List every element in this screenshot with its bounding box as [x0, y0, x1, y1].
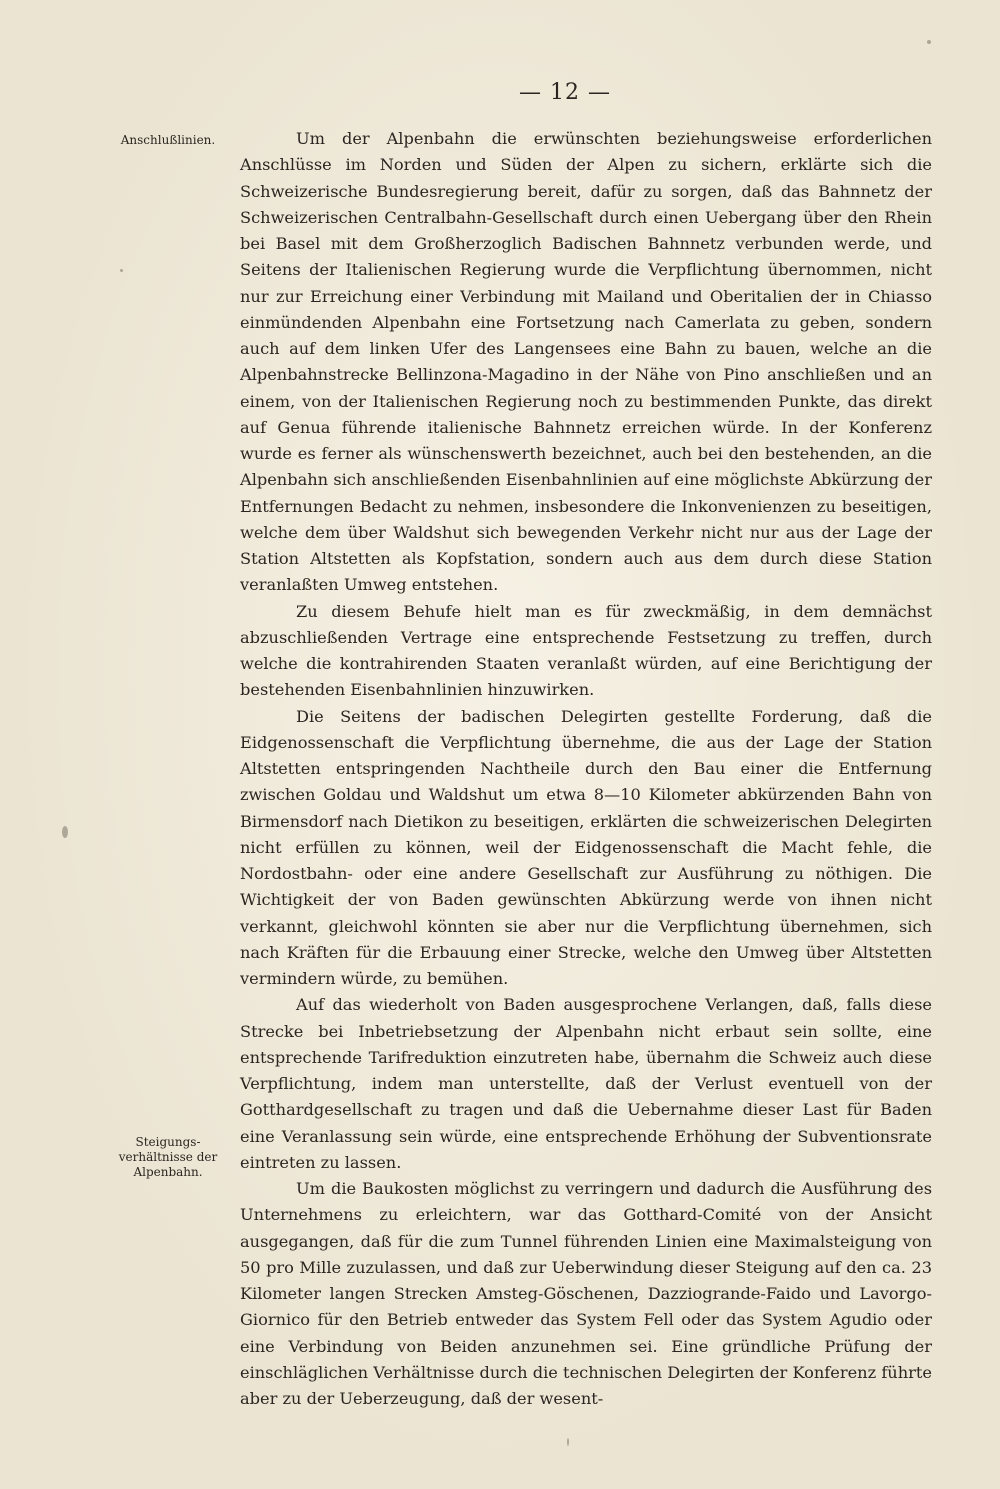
paragraph: Die Seitens der badischen Delegirten gestellte Forderung, daß die Eidgenossenschaft die Verpflichtung übernehme, die aus der Lage der Station Altstetten entspringenden Nachtheile durch den Bau einer die Entfernung zwischen Goldau und Waldshut um etwa 8—10 Kilometer abkürzenden Bahn von Birmensdorf nach Dietikon zu beseitigen, erklärten die schweizerischen Delegirten nicht erfüllen zu können, weil der Eidgenossenschaft die Macht fehle, die Nordostbahn- oder eine andere Gesellschaft zur Ausführung zu nöthigen. Die Wichtigkeit der von Baden gewünschten Abkürzung werde von ihnen nicht verkannt, gleichwohl könnten sie aber nur die Verpflichtung übernehmen, sich nach Kräften für die Erbauung einer Strecke, welche den Umweg über Altstetten vermindern würde, zu bemühen.: [240, 706, 932, 988]
paragraph: Um der Alpenbahn die erwünschten beziehungsweise erforderlichen Anschlüsse im Norden und Süden der Alpen zu sichern, erklärte sich die Schweizerische Bundesregierung bereit, dafür zu sorgen, daß das Bahnnetz der Schweizerischen Centralbahn-Gesellschaft durch einen Uebergang über den Rhein bei Basel mit dem Großherzoglich Badischen Bahnnetz verbunden werde, und Seitens der Italienischen Regierung wurde die Verpflichtung übernommen, nicht nur zur Erreichung einer Verbindung mit Mailand und Oberitalien der in Chiasso einmündenden Alpenbahn eine Fortsetzung nach Camerlata zu geben, sondern auch auf dem linken Ufer des Langensees eine Bahn zu bauen, welche an die Alpenbahnstrecke Bellinzona-Magadino in der Nähe von Pino anschließen und an einem, von der Italienischen Regierung noch zu bestimmenden Punkte, das direkt auf Genua führende italienische Bahnnetz erreichen würde. In der Konferenz wurde es ferner als wünschenswerth bezeichnet, auch bei den bestehenden, an die Alpenbahn sich anschließenden Eisenbahnlinien auf eine möglichste Abkürzung der Entfernungen Bedacht zu nehmen, insbesondere die Inkonvenienzen zu beseitigen, welche dem über Waldshut sich bewegenden Verkehr nicht nur aus der Lage der Station Altstetten als Kopfstation, sondern auch aus dem durch diese Station veranlaßten Umweg entstehen.: [240, 129, 932, 595]
paper-speck: [62, 826, 68, 838]
paper-speck: [927, 40, 931, 44]
paper-speck: [120, 269, 123, 272]
paragraph: Zu diesem Behufe hielt man es für zweckmäßig, in dem demnächst abzuschließenden Vertrage eine entsprechende Festsetzung zu treffen, durch welche die kontrahirenden Staaten veranlaßt würden, auf eine Berichtigung der bestehenden Eisenbahnlinien hinzuwirken.: [240, 601, 932, 700]
margin-note-connections: Anschlußlinien.: [120, 133, 216, 147]
paragraph: Auf das wiederholt von Baden ausgesprochene Verlangen, daß, falls diese Strecke bei Inbetriebsetzung der Alpenbahn nicht erbaut sein sollte, eine entsprechende Tarifreduktion einzutreten habe, übernahm die Schweiz auch diese Verpflichtung, indem man unterstellte, daß der Verlust eventuell von der Gotthardgesellschaft zu tragen und daß die Uebernahme dieser Last für Baden eine Veranlassung sein würde, eine entsprechende Erhöhung der Subventionsrate eintreten zu lassen.: [240, 995, 932, 1172]
body-text: [240, 126, 932, 1412]
margin-note-gradients: Steigungs-verhältnisse der Alpenbahn.: [118, 1135, 218, 1179]
paragraph: Um die Baukosten möglichst zu verringern und dadurch die Ausführung des Unternehmens zu erleichtern, war das Gotthard-Comité von der Ansicht ausgegangen, daß für die zum Tunnel führenden Linien eine Maximalsteigung von 50 pro Mille zuzulassen, und daß zur Ueberwindung dieser Steigung auf den ca. 23 Kilometer langen Strecken Amsteg-Göschenen, Dazziogrande-Faido und Lavorgo-Giornico für den Betrieb entweder das System Fell oder das System Agudio oder eine Verbindung von Beiden anzunehmen sei. Eine gründliche Prüfung der einschläglichen Verhältnisse durch die technischen Delegirten der Konferenz führte aber zu der Ueberzeugung, daß der wesent-: [240, 1179, 932, 1408]
paper-speck: [567, 1438, 569, 1446]
page-number: — 12 —: [519, 80, 611, 105]
